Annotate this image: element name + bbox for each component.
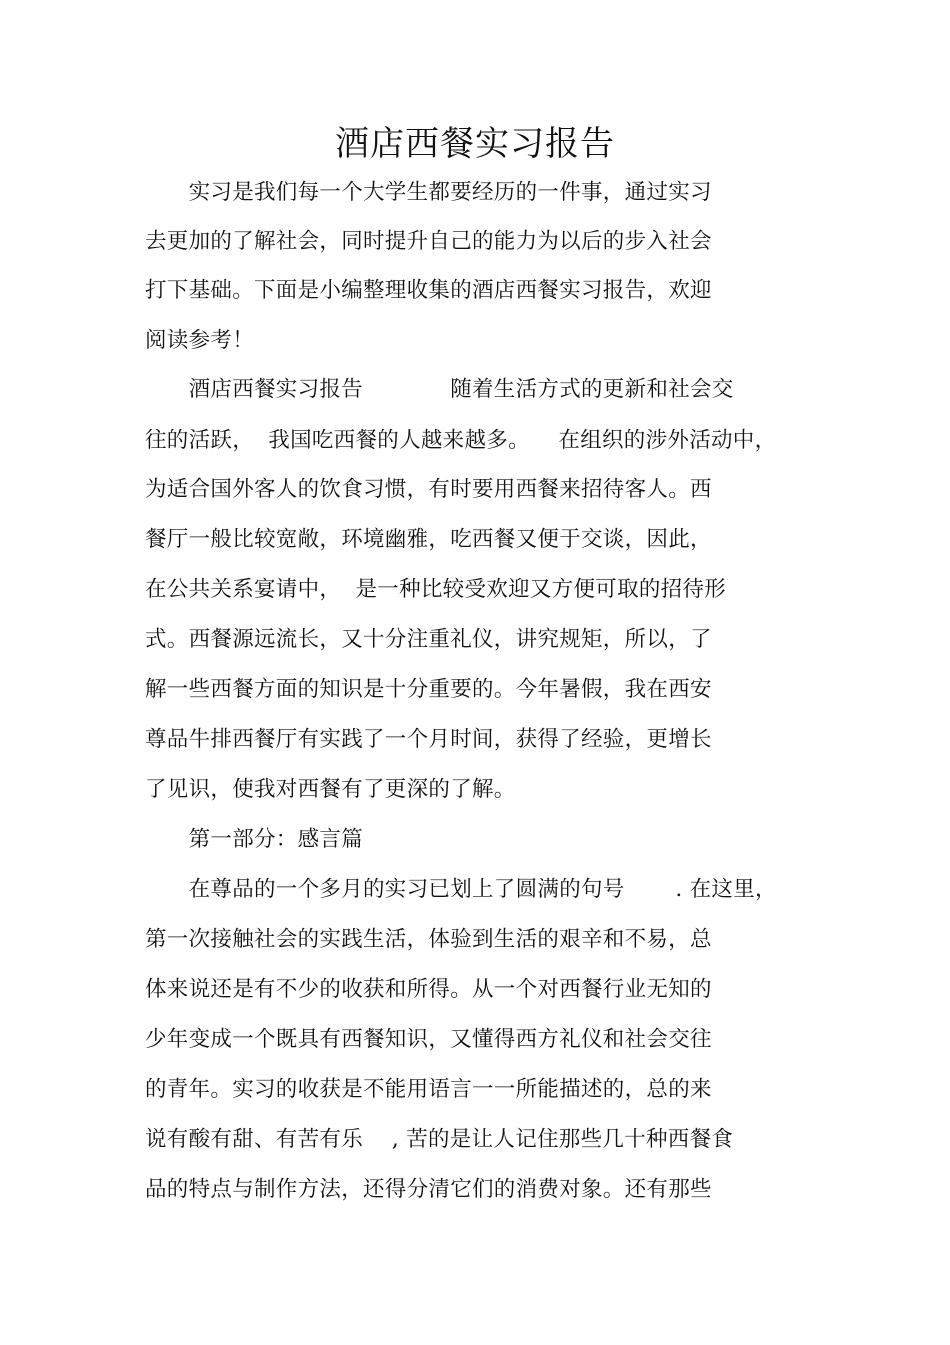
paragraph-line: 品的特点与制作方法，还得分清它们的消费对象。还有那些 bbox=[145, 1177, 712, 1202]
paragraph-line: 在公共关系宴请中， 是一种比较受欢迎又方便可取的招待形 bbox=[145, 577, 727, 602]
paragraph-line: 在尊品的一个多月的实习已划上了圆满的句号 . 在这里， bbox=[145, 877, 777, 902]
paragraph-line: 打下基础。下面是小编整理收集的酒店西餐实习报告，欢迎 bbox=[145, 278, 712, 303]
paragraph-line: 酒店西餐实习报告 随着生活方式的更新和社会交 bbox=[145, 377, 734, 402]
paragraph-line: 式。西餐源远流长，又十分注重礼仪，讲究规矩，所以，了 bbox=[145, 627, 712, 652]
paragraph-line: 餐厅一般比较宽敞，环境幽雅，吃西餐又便于交谈，因此， bbox=[145, 527, 712, 552]
section-heading: 第一部分：感言篇 bbox=[145, 827, 364, 852]
paragraph-line: 了见识，使我对西餐有了更深的了解。 bbox=[145, 777, 516, 802]
document-title: 酒店西餐实习报告 bbox=[335, 124, 615, 164]
paragraph-line: 说有酸有甜、有苦有乐 , 苦的是让人记住那些几十种西餐食 bbox=[145, 1127, 734, 1152]
paragraph-line: 解一些西餐方面的知识是十分重要的。今年暑假，我在西安 bbox=[145, 677, 712, 702]
paragraph-line: 少年变成一个既具有西餐知识，又懂得西方礼仪和社会交往 bbox=[145, 1027, 712, 1052]
paragraph-line: 尊品牛排西餐厅有实践了一个月时间，获得了经验，更增长 bbox=[145, 727, 712, 752]
paragraph-line: 往的活跃， 我国吃西餐的人越来越多。 在组织的涉外活动中， bbox=[145, 428, 777, 453]
paragraph-line: 第一次接触社会的实践生活，体验到生活的艰辛和不易，总 bbox=[145, 927, 712, 952]
paragraph-line: 实习是我们每一个大学生都要经历的一件事，通过实习 bbox=[145, 180, 712, 205]
paragraph-line: 为适合国外客人的饮食习惯，有时要用西餐来招待客人。西 bbox=[145, 477, 712, 502]
paragraph-line: 体来说还是有不少的收获和所得。从一个对西餐行业无知的 bbox=[145, 977, 712, 1002]
paragraph-line: 去更加的了解社会，同时提升自己的能力为以后的步入社会 bbox=[145, 229, 712, 254]
paragraph-line: 的青年。实习的收获是不能用语言一一所能描述的，总的来 bbox=[145, 1077, 712, 1102]
paragraph-line: 阅读参考！ bbox=[145, 328, 255, 353]
